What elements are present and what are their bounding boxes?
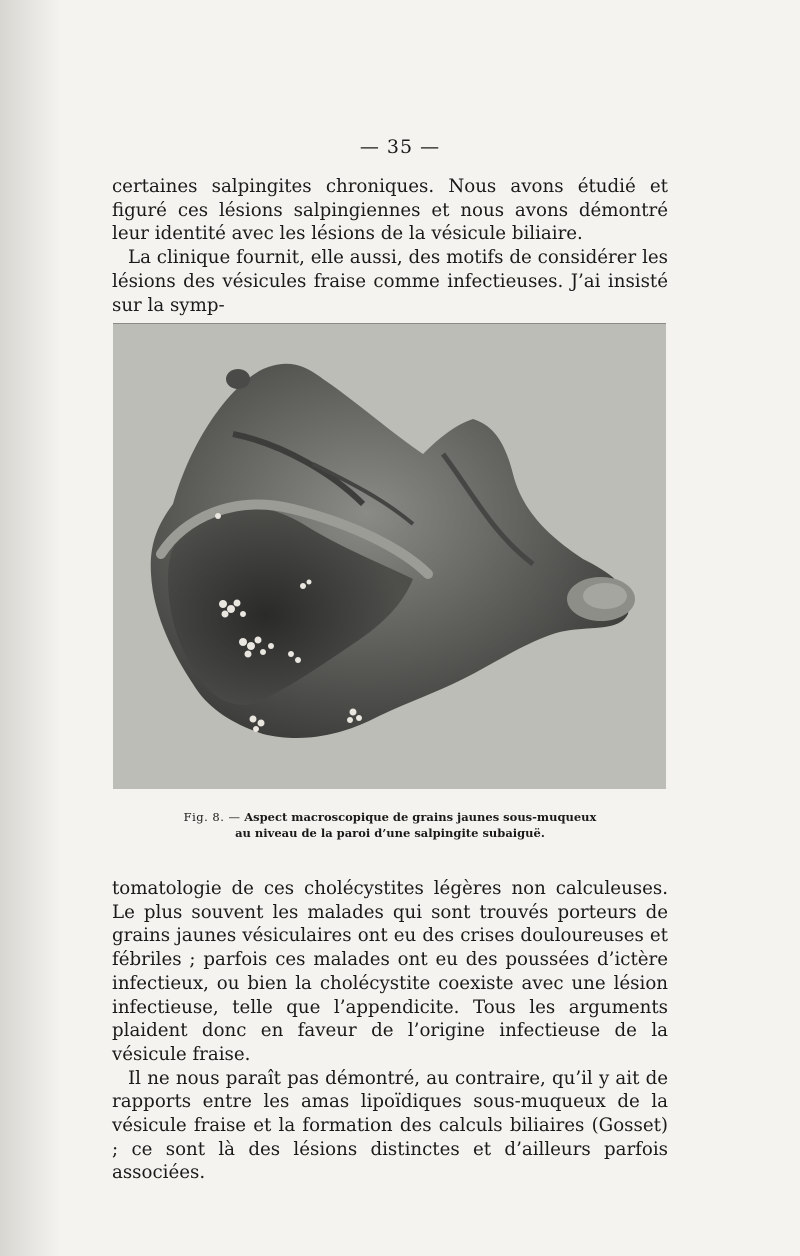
page-number: — 35 — (359, 136, 441, 158)
caption-text: Aspect macroscopique de grains jaunes sous-muqueux (244, 810, 597, 824)
caption-line-1 (112, 809, 668, 825)
paragraph: Il ne nous paraît pas démontré, au contraire, qu’il y ait de rapports entre les amas lipoïdiques sous-muqueux de la vésicule fraise et la formation des calculs biliaires (Gosset) ; ce sont là des lésions distinctes et d’ailleurs parfois associées. (112, 1067, 668, 1184)
salpinx-drawing-icon (113, 324, 666, 789)
caption-line-2: au niveau de la paroi d’une salpingite subaiguë. (235, 826, 545, 840)
page-edge-shadow (0, 0, 60, 1256)
text-block-bottom (112, 877, 668, 1185)
paragraph: La clinique fournit, elle aussi, des motifs de considérer les lésions des vésicules fraise comme infectieuses. J’ai insisté sur la symp- (112, 247, 668, 316)
figure-illustration (113, 323, 666, 789)
figure-caption (112, 809, 668, 841)
text-block-top (112, 175, 668, 317)
paragraph: certaines salpingites chroniques. Nous avons étudié et figuré ces lésions salpingiennes et nous avons démontré leur identité avec les lésions de la vésicule biliaire. (112, 176, 668, 245)
figure-label: Fig. 8. — (183, 810, 241, 824)
paragraph: tomatologie de ces cholécystites légères non calculeuses. Le plus souvent les malades qui sont trouvés porteurs de grains jaunes vésiculaires ont eu des crises douloureuses et fébriles ; parfois ces malades ont eu des poussées d’ictère infectieux, ou bien la cholécystite coexiste avec une lésion infectieuse, telle que l’appendicite. Tous les arguments plaident donc en faveur de l’origine infectieuse de la vésicule fraise. (112, 878, 668, 1065)
